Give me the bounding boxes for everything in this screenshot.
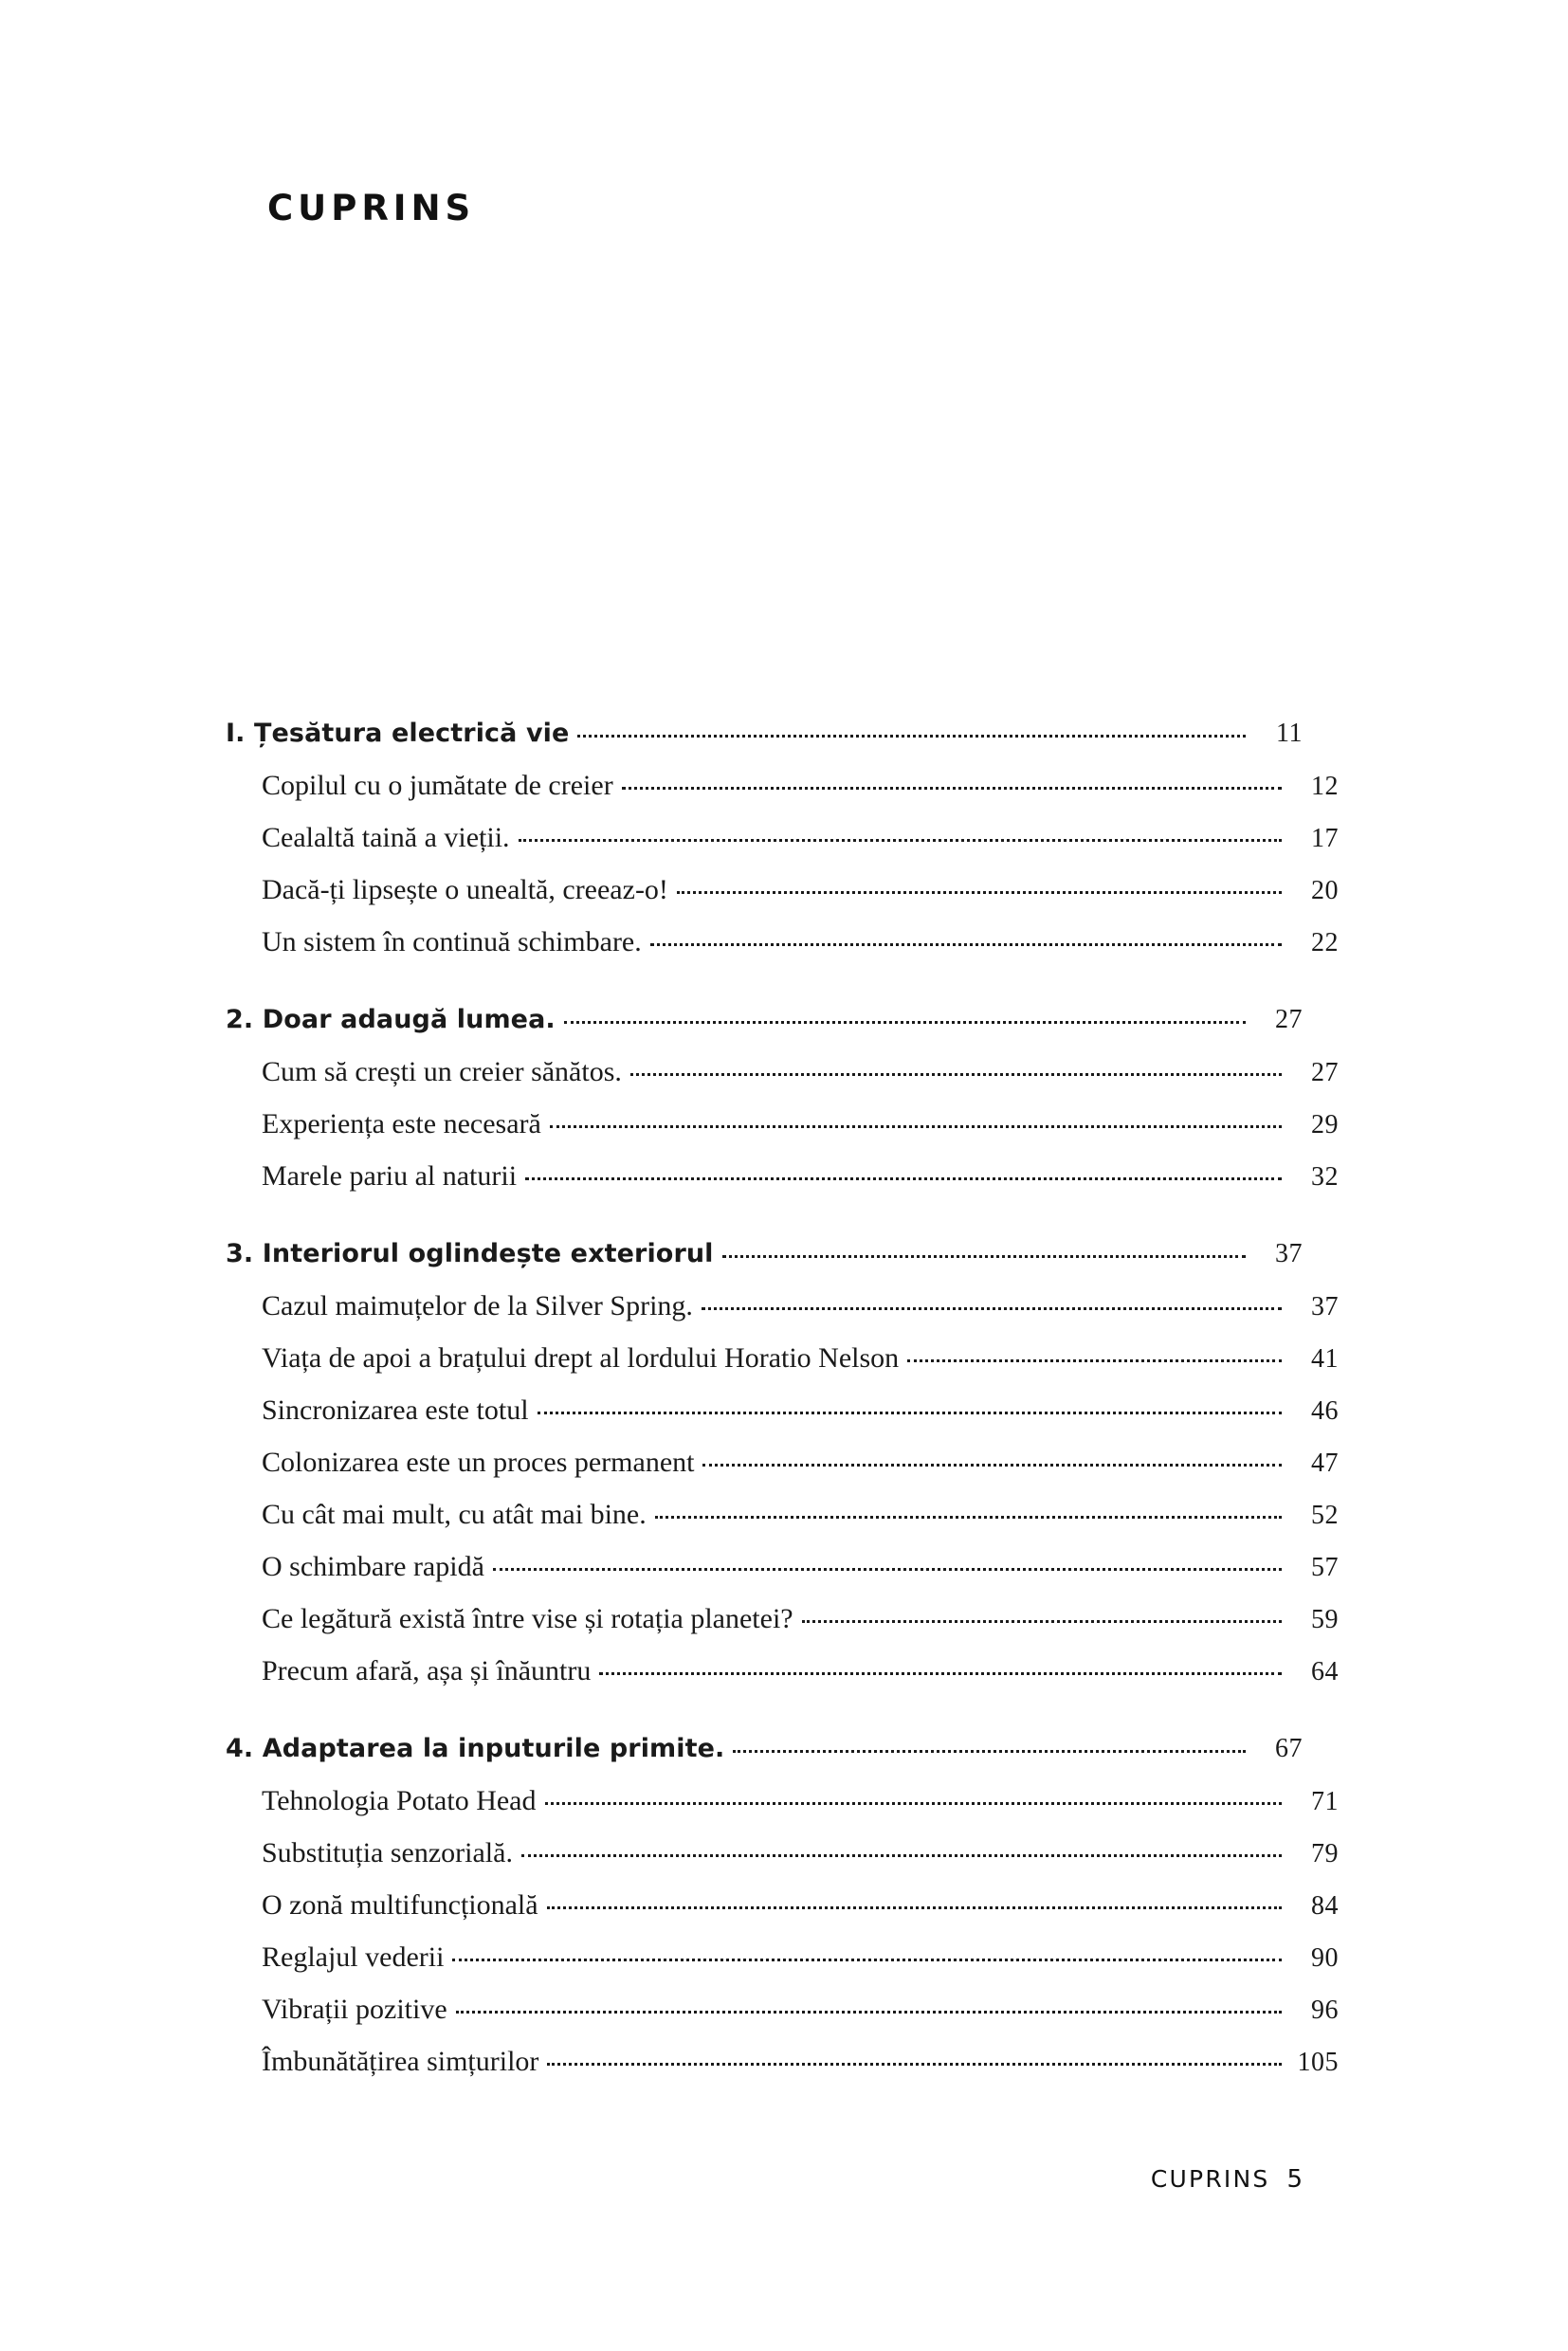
page-title: CUPRINS: [267, 188, 476, 228]
dot-leader: [452, 1959, 1282, 1961]
dot-leader: [550, 1125, 1282, 1128]
dot-leader: [547, 2063, 1282, 2066]
dot-leader: [802, 1620, 1282, 1623]
toc-entry-row[interactable]: [226, 1336, 1339, 1381]
toc-entry-row[interactable]: [226, 1102, 1339, 1147]
toc-entry-page: 17: [1311, 824, 1339, 853]
footer-label: CUPRINS: [1150, 2165, 1270, 2193]
toc-entry-label: Reglajul vederii: [262, 1941, 445, 1973]
toc-entry-row[interactable]: [226, 1492, 1339, 1538]
toc-entry-label: Dacă-ți lipsește o unealtă, creeaz-o!: [262, 874, 668, 905]
toc-entry-label: Ce legătură există între vise și rotația planetei?: [262, 1603, 793, 1634]
toc-chapter-label: 4. Adaptarea la inputurile primite.: [226, 1734, 725, 1763]
dot-leader: [630, 1073, 1282, 1076]
toc-entry-row[interactable]: [226, 1284, 1339, 1329]
toc-chapter-page: 11: [1276, 719, 1303, 748]
dot-leader: [650, 943, 1282, 946]
toc-entry-label: Îmbunătățirea simțurilor: [262, 2046, 539, 2077]
toc-chapter-page: 37: [1275, 1239, 1303, 1268]
toc-chapter-row[interactable]: [226, 711, 1303, 756]
toc-entry-label: Colonizarea este un proces permanent: [262, 1447, 695, 1478]
toc-entry-label: Un sistem în continuă schimbare.: [262, 926, 642, 957]
toc-entry-page: 12: [1311, 772, 1339, 801]
toc-entry-page: 41: [1311, 1344, 1339, 1374]
toc-chapter-label: 2. Doar adaugă lumea.: [226, 1005, 556, 1034]
dot-leader: [521, 1854, 1282, 1857]
toc-entry-page: 90: [1311, 1943, 1339, 1973]
toc-group: [226, 711, 1339, 965]
toc-entry-label: Tehnologia Potato Head: [262, 1785, 537, 1816]
dot-leader: [599, 1672, 1282, 1675]
toc-entry-page: 59: [1311, 1605, 1339, 1634]
toc-entry-row[interactable]: [226, 2039, 1339, 2085]
table-of-contents: [226, 711, 1339, 2085]
dot-leader: [702, 1464, 1282, 1467]
toc-entry-row[interactable]: [226, 1883, 1339, 1928]
toc-entry-row[interactable]: [226, 1049, 1339, 1095]
toc-entry-label: Experiența este necesară: [262, 1108, 541, 1139]
toc-entry-page: 57: [1311, 1553, 1339, 1582]
dot-leader: [547, 1906, 1282, 1909]
dot-leader: [722, 1255, 1246, 1258]
toc-entry-page: 84: [1311, 1891, 1339, 1921]
toc-entry-row[interactable]: [226, 920, 1339, 965]
dot-leader: [577, 735, 1246, 738]
dot-leader: [655, 1516, 1282, 1519]
dot-leader: [564, 1021, 1246, 1024]
toc-chapter-page: 27: [1275, 1005, 1303, 1034]
toc-chapter-page: 67: [1275, 1734, 1303, 1763]
toc-entry-page: 22: [1311, 928, 1339, 957]
toc-entry-page: 79: [1311, 1839, 1339, 1868]
toc-entry-row[interactable]: [226, 815, 1339, 861]
toc-entry-row[interactable]: [226, 1596, 1339, 1642]
dot-leader: [907, 1359, 1282, 1362]
toc-entry-page: 64: [1311, 1657, 1339, 1686]
toc-entry-row[interactable]: [226, 1987, 1339, 2032]
toc-entry-label: Vibrații pozitive: [262, 1994, 447, 2025]
toc-entry-row[interactable]: [226, 1935, 1339, 1980]
toc-entry-label: O zonă multifuncțională: [262, 1889, 538, 1921]
toc-entry-label: O schimbare rapidă: [262, 1551, 484, 1582]
toc-entry-label: Precum afară, așa și înăuntru: [262, 1655, 592, 1686]
dot-leader: [493, 1568, 1282, 1571]
toc-chapter-label: I. Țesătura electrică vie: [226, 719, 570, 748]
toc-entry-row[interactable]: [226, 1778, 1339, 1824]
toc-entry-page: 46: [1311, 1396, 1339, 1426]
dot-leader: [519, 839, 1282, 842]
dot-leader: [677, 891, 1282, 894]
dot-leader: [538, 1412, 1282, 1414]
folio-number: 5: [1286, 2165, 1303, 2194]
toc-chapter-row[interactable]: [226, 1231, 1303, 1277]
toc-entry-label: Marele pariu al naturii: [262, 1160, 518, 1192]
dot-leader: [456, 2011, 1282, 2014]
toc-chapter-label: 3. Interiorul oglindește exteriorul: [226, 1239, 714, 1268]
toc-entry-label: Cazul maimuțelor de la Silver Spring.: [262, 1290, 693, 1321]
toc-entry-row[interactable]: [226, 1440, 1339, 1485]
toc-entry-label: Cealaltă taină a vieții.: [262, 822, 510, 853]
toc-group: [226, 1726, 1339, 2085]
dot-leader: [525, 1177, 1282, 1180]
toc-chapter-row[interactable]: [226, 1726, 1303, 1772]
toc-entry-page: 105: [1297, 2048, 1339, 2077]
toc-entry-page: 27: [1311, 1058, 1339, 1087]
toc-entry-row[interactable]: [226, 1831, 1339, 1876]
page-footer: [1151, 2165, 1303, 2194]
toc-entry-page: 37: [1311, 1292, 1339, 1321]
toc-chapter-row[interactable]: [226, 997, 1303, 1043]
toc-entry-page: 29: [1311, 1110, 1339, 1139]
toc-entry-label: Sincronizarea este totul: [262, 1394, 529, 1426]
dot-leader: [702, 1307, 1282, 1310]
toc-entry-page: 96: [1311, 1996, 1339, 2025]
toc-entry-label: Viața de apoi a brațului drept al lordului Horatio Nelson: [262, 1342, 900, 1374]
toc-entry-row[interactable]: [226, 1388, 1339, 1433]
dot-leader: [733, 1750, 1246, 1753]
toc-entry-row[interactable]: [226, 1544, 1339, 1590]
toc-entry-row[interactable]: [226, 763, 1339, 809]
dot-leader: [622, 787, 1282, 790]
toc-entry-row[interactable]: [226, 1154, 1339, 1199]
toc-entry-page: 71: [1311, 1787, 1339, 1816]
toc-entry-page: 32: [1311, 1162, 1339, 1192]
toc-entry-page: 20: [1311, 876, 1339, 905]
toc-entry-label: Substituția senzorială.: [262, 1837, 513, 1868]
toc-entry-label: Cu cât mai mult, cu atât mai bine.: [262, 1499, 647, 1530]
toc-entry-row[interactable]: [226, 867, 1339, 913]
toc-entry-page: 52: [1311, 1501, 1339, 1530]
toc-entry-row[interactable]: [226, 1649, 1339, 1694]
toc-entry-label: Cum să crești un creier sănătos.: [262, 1056, 622, 1087]
toc-entry-page: 47: [1311, 1449, 1339, 1478]
toc-group: [226, 1231, 1339, 1694]
toc-entry-label: Copilul cu o jumătate de creier: [262, 770, 613, 801]
toc-group: [226, 997, 1339, 1199]
dot-leader: [545, 1802, 1283, 1805]
